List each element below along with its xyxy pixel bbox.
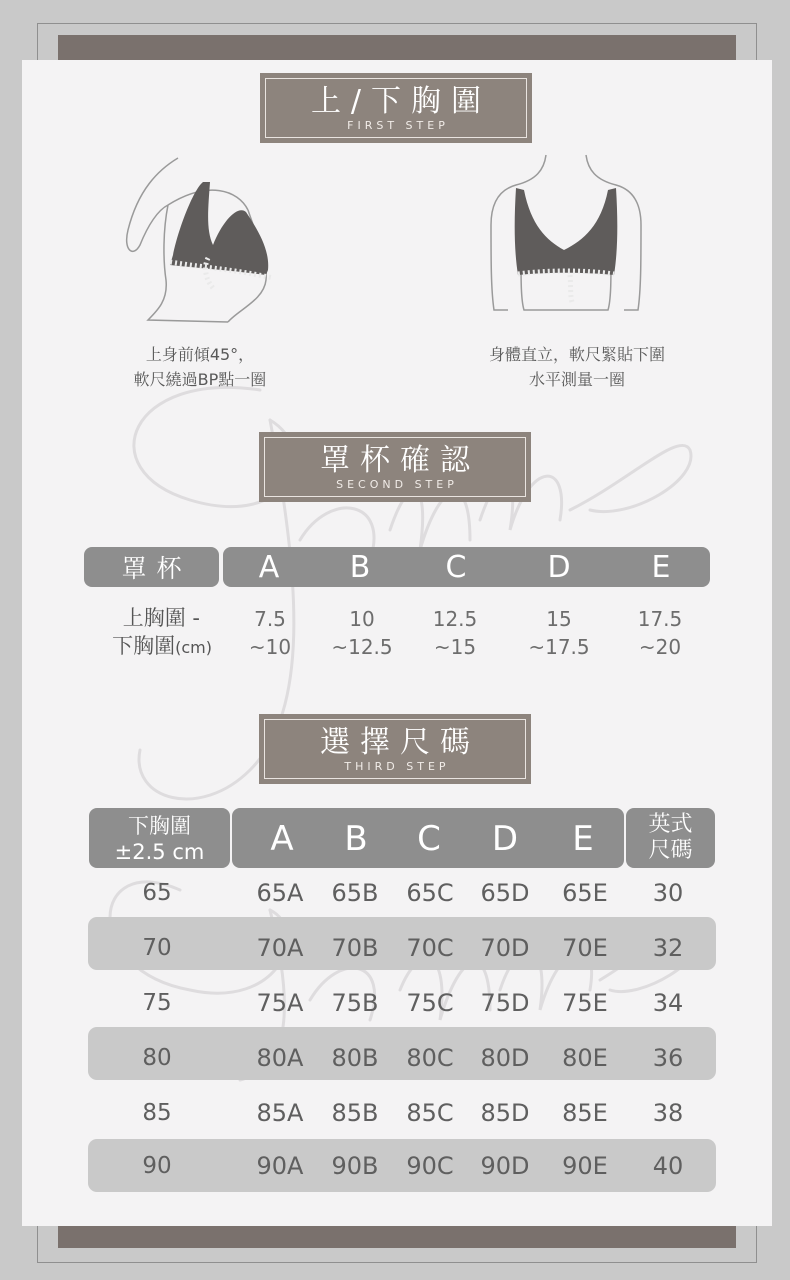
step3-header [259,714,531,784]
cup-header-label: 罩杯 [84,547,219,587]
cup-diff-unit: (cm) [175,638,212,657]
size-cell: 75D [480,989,530,1017]
step1-subtitle: FIRST STEP [347,118,449,132]
step1-title: 上/下胸圍 [310,83,492,119]
size-cell: 85A [256,1099,304,1127]
size-cell: 90E [562,1152,608,1180]
cup-letter-d: D [547,550,571,585]
size-cell: 70A [256,934,304,962]
cup-letter-c: C [445,550,467,585]
cup-diff-label-line1: 上胸圍 - [122,606,200,630]
size-cell: 85D [480,1099,530,1127]
size-cell: 65B [331,879,379,907]
size-cup-c: C [417,819,441,859]
top-band [58,35,736,60]
uk-size-cell: 32 [652,934,684,962]
band-cell: 85 [142,1100,172,1126]
cup-range-a-to: ~10 [248,635,292,659]
size-cup-a: A [270,819,294,859]
size-cup-d: D [491,819,519,859]
size-cell: 75A [256,989,304,1017]
size-cell: 90C [406,1152,454,1180]
size-cell: 90B [331,1152,379,1180]
step1-header [260,73,532,143]
size-cell: 75B [331,989,379,1017]
step3-subtitle: THIRD STEP [344,759,450,773]
size-cell: 85E [562,1099,608,1127]
uk-size-cell: 36 [652,1044,684,1072]
bent-forward-measure-illustration [118,150,278,330]
size-cell: 65C [406,879,454,907]
cup-range-c-to: ~15 [433,635,477,659]
size-cell: 90A [256,1152,304,1180]
size-cell: 90D [480,1152,530,1180]
size-cell: 65A [256,879,304,907]
size-cell: 85C [406,1099,454,1127]
bottom-band [58,1226,736,1248]
band-cell: 70 [142,935,172,961]
standing-measure-illustration [486,150,646,320]
cup-range-b [312,605,412,661]
cup-range-d-from: 15 [546,607,572,631]
band-cell: 90 [142,1153,172,1179]
size-cell: 80E [562,1044,608,1072]
band-size-header-line2: ±2.5 cm [114,840,205,864]
uk-size-header-line2: 尺碼 [648,838,693,863]
uk-size-cell: 30 [652,879,684,907]
cup-range-b-to: ~12.5 [331,635,393,659]
figure-left-caption-line1: 上身前傾45°， [145,345,255,364]
cup-letter-b: B [349,550,371,585]
size-cell: 85B [331,1099,379,1127]
size-cell: 70D [480,934,530,962]
band-cell: 80 [142,1045,172,1071]
band-cell: 75 [142,990,172,1016]
size-cell: 75E [562,989,608,1017]
cup-letter-e: E [651,550,671,585]
cup-range-e [610,605,710,661]
cup-range-a-from: 7.5 [254,607,286,631]
figure-left-caption-line2: 軟尺繞過BP點一圈 [133,370,267,389]
cup-range-b-from: 10 [349,607,375,631]
cup-range-d-to: ~17.5 [528,635,590,659]
size-cup-b: B [344,819,368,859]
cup-range-c [405,605,505,661]
step2-subtitle: SECOND STEP [336,477,458,491]
cup-range-a [220,605,320,661]
size-cell: 65E [562,879,608,907]
size-cell: 70B [331,934,379,962]
cup-range-e-from: 17.5 [637,607,683,631]
size-cell: 75C [406,989,454,1017]
size-cell: 65D [480,879,530,907]
uk-size-cell: 40 [652,1152,684,1180]
step2-header [259,432,531,502]
cup-range-d [509,605,609,661]
size-cup-e: E [572,819,594,859]
band-cell: 65 [142,880,172,906]
size-cell: 70E [562,934,608,962]
cup-range-c-from: 12.5 [432,607,478,631]
size-cup-header [232,808,624,868]
uk-size-cell: 34 [652,989,684,1017]
figure-right-caption [462,342,692,392]
figure-right-caption-line2: 水平測量一圈 [528,370,625,389]
cup-diff-label-line2: 下胸圍 [112,634,176,658]
uk-size-header-line1: 英式 [648,812,693,837]
figure-left-caption [100,342,300,392]
size-cell: 80B [331,1044,379,1072]
band-size-header [89,808,230,868]
step3-title: 選擇尺碼 [320,724,480,760]
size-cell: 80A [256,1044,304,1072]
cup-letter-a: A [258,550,280,585]
step2-title: 罩杯確認 [320,442,480,478]
cup-letters-header [223,547,710,587]
size-cell: 70C [406,934,454,962]
uk-size-cell: 38 [652,1099,684,1127]
figure-right-caption-line1: 身體直立，軟尺緊貼下圍 [488,345,665,364]
size-cell: 80C [406,1044,454,1072]
cup-range-e-to: ~20 [638,635,682,659]
cup-diff-label [86,604,212,662]
band-size-header-line1: 下胸圍 [128,814,191,838]
size-cell: 80D [480,1044,530,1072]
uk-size-header [626,808,715,868]
